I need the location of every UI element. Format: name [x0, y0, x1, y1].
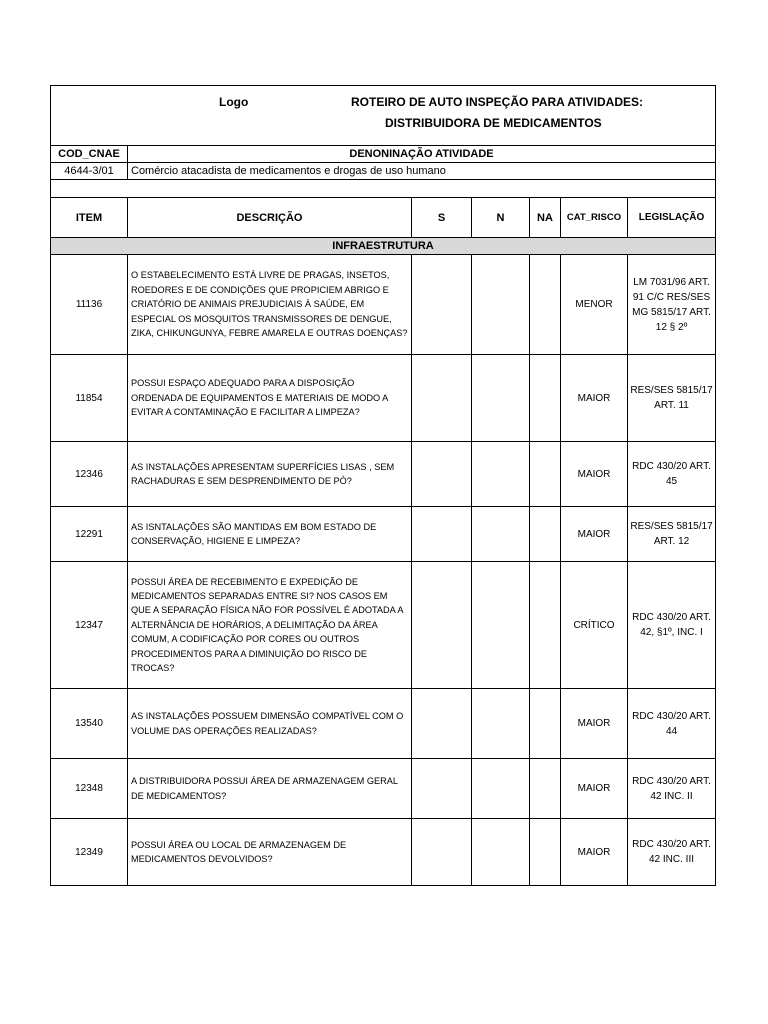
- legislation: LM 7031/96 ART. 91 C/C RES/SES MG 5815/17 ART. 12 § 2º: [628, 255, 716, 355]
- answer-n-cell[interactable]: [472, 255, 530, 355]
- answer-s-cell[interactable]: [412, 759, 472, 819]
- item-code: 12346: [51, 442, 128, 507]
- risk-category: MENOR: [561, 255, 628, 355]
- logo-placeholder: Logo: [219, 95, 249, 109]
- risk-category: MAIOR: [561, 759, 628, 819]
- item-description: AS INSTALAÇÕES APRESENTAM SUPERFÍCIES LISAS , SEM RACHADURAS E SEM DESPRENDIMENTO DE PÓ?: [128, 442, 412, 507]
- cod-cnae-label: COD_CNAE: [51, 146, 128, 163]
- item-code: 12347: [51, 562, 128, 689]
- legislation: RDC 430/20 ART. 45: [628, 442, 716, 507]
- answer-n-cell[interactable]: [472, 442, 530, 507]
- answer-n-cell[interactable]: [472, 759, 530, 819]
- title-row: [51, 86, 716, 146]
- col-item-header: ITEM: [51, 198, 128, 238]
- activity-header-row: [51, 146, 716, 163]
- answer-na-cell[interactable]: [530, 442, 561, 507]
- answer-n-cell[interactable]: [472, 507, 530, 562]
- answer-s-cell[interactable]: [412, 355, 472, 442]
- answer-na-cell[interactable]: [530, 507, 561, 562]
- legislation: RDC 430/20 ART. 42 INC. III: [628, 819, 716, 886]
- activity-row: [51, 163, 716, 180]
- legislation: RES/SES 5815/17 ART. 11: [628, 355, 716, 442]
- inspection-sheet: [50, 85, 715, 886]
- answer-na-cell[interactable]: [530, 562, 561, 689]
- section-row: [51, 238, 716, 255]
- cnae-code: 4644-3/01: [51, 163, 128, 180]
- page-title: ROTEIRO DE AUTO INSPEÇÃO PARA ATIVIDADES:: [351, 95, 644, 109]
- column-header-row: [51, 198, 716, 238]
- col-cat-risco-header: CAT_RISCO: [561, 198, 628, 238]
- col-na-header: NA: [530, 198, 561, 238]
- item-description: AS INSTALAÇÕES POSSUEM DIMENSÃO COMPATÍVEL COM O VOLUME DAS OPERAÇÕES REALIZADAS?: [128, 689, 412, 759]
- answer-na-cell[interactable]: [530, 759, 561, 819]
- table-row: [51, 355, 716, 442]
- answer-s-cell[interactable]: [412, 255, 472, 355]
- answer-n-cell[interactable]: [472, 355, 530, 442]
- answer-s-cell[interactable]: [412, 562, 472, 689]
- table-row: [51, 562, 716, 689]
- section-infraestrutura: INFRAESTRUTURA: [51, 238, 716, 255]
- legislation: RDC 430/20 ART. 44: [628, 689, 716, 759]
- risk-category: MAIOR: [561, 819, 628, 886]
- table-row: [51, 507, 716, 562]
- item-description: O ESTABELECIMENTO ESTÁ LIVRE DE PRAGAS, INSETOS, ROEDORES E DE CONDIÇÕES QUE PROPICIEM ABRIGO E CRIATÓRIO DE ANIMAIS PREJUDICIAIS À SAÚDE, EM ESPECIAL OS MOSQUITOS TRANSMISSORES DE DENGUE, ZIKA, CHIKUNGUNYA, FEBRE AMARELA E OUTRAS DOENÇAS?: [128, 255, 412, 355]
- page-subtitle: DISTRIBUIDORA DE MEDICAMENTOS: [385, 116, 602, 130]
- activity-description: Comércio atacadista de medicamentos e drogas de uso humano: [128, 163, 716, 180]
- answer-na-cell[interactable]: [530, 355, 561, 442]
- risk-category: MAIOR: [561, 355, 628, 442]
- answer-s-cell[interactable]: [412, 442, 472, 507]
- answer-na-cell[interactable]: [530, 255, 561, 355]
- item-description: POSSUI ÁREA OU LOCAL DE ARMAZENAGEM DE MEDICAMENTOS DEVOLVIDOS?: [128, 819, 412, 886]
- table-row: [51, 689, 716, 759]
- risk-category: MAIOR: [561, 507, 628, 562]
- item-description: A DISTRIBUIDORA POSSUI ÁREA DE ARMAZENAGEM GERAL DE MEDICAMENTOS?: [128, 759, 412, 819]
- legislation: RDC 430/20 ART. 42 INC. II: [628, 759, 716, 819]
- table-row: [51, 255, 716, 355]
- item-description: AS ISNTALAÇÕES SÃO MANTIDAS EM BOM ESTADO DE CONSERVAÇÃO, HIGIENE E LIMPEZA?: [128, 507, 412, 562]
- item-code: 11136: [51, 255, 128, 355]
- table-row: [51, 819, 716, 886]
- col-legislacao-header: LEGISLAÇÃO: [628, 198, 716, 238]
- col-n-header: N: [472, 198, 530, 238]
- col-descricao-header: DESCRIÇÃO: [128, 198, 412, 238]
- answer-s-cell[interactable]: [412, 507, 472, 562]
- item-code: 12348: [51, 759, 128, 819]
- denomination-label: DENONINAÇÃO ATIVIDADE: [128, 146, 716, 163]
- item-description: POSSUI ESPAÇO ADEQUADO PARA A DISPOSIÇÃO ORDENADA DE EQUIPAMENTOS E MATERIAIS DE MODO A EVITAR A CONTAMINAÇÃO E FACILITAR A LIMPEZA?: [128, 355, 412, 442]
- legislation: RDC 430/20 ART. 42, §1º, INC. I: [628, 562, 716, 689]
- answer-s-cell[interactable]: [412, 819, 472, 886]
- item-description: POSSUI ÁREA DE RECEBIMENTO E EXPEDIÇÃO DE MEDICAMENTOS SEPARADAS ENTRE SI? NOS CASOS EM QUE A SEPARAÇÃO FÍSICA NÃO FOR POSSÍVEL É ADOTADA A ALTERNÂNCIA DE HORÁRIOS, A DELIMITAÇÃO DA ÁREA COMUM, A CODIFICAÇÃO POR CORES OU OUTROS PROCEDIMENTOS PARA A DIMINUIÇÃO DO RISCO DE TROCAS?: [128, 562, 412, 689]
- col-s-header: S: [412, 198, 472, 238]
- answer-s-cell[interactable]: [412, 689, 472, 759]
- risk-category: CRÍTICO: [561, 562, 628, 689]
- answer-na-cell[interactable]: [530, 689, 561, 759]
- answer-na-cell[interactable]: [530, 819, 561, 886]
- item-code: 13540: [51, 689, 128, 759]
- answer-n-cell[interactable]: [472, 689, 530, 759]
- item-code: 12291: [51, 507, 128, 562]
- inspection-table: [50, 85, 716, 886]
- answer-n-cell[interactable]: [472, 819, 530, 886]
- item-code: 12349: [51, 819, 128, 886]
- answer-n-cell[interactable]: [472, 562, 530, 689]
- blank-row: [51, 180, 716, 198]
- item-code: 11854: [51, 355, 128, 442]
- table-row: [51, 442, 716, 507]
- risk-category: MAIOR: [561, 689, 628, 759]
- table-row: [51, 759, 716, 819]
- legislation: RES/SES 5815/17 ART. 12: [628, 507, 716, 562]
- risk-category: MAIOR: [561, 442, 628, 507]
